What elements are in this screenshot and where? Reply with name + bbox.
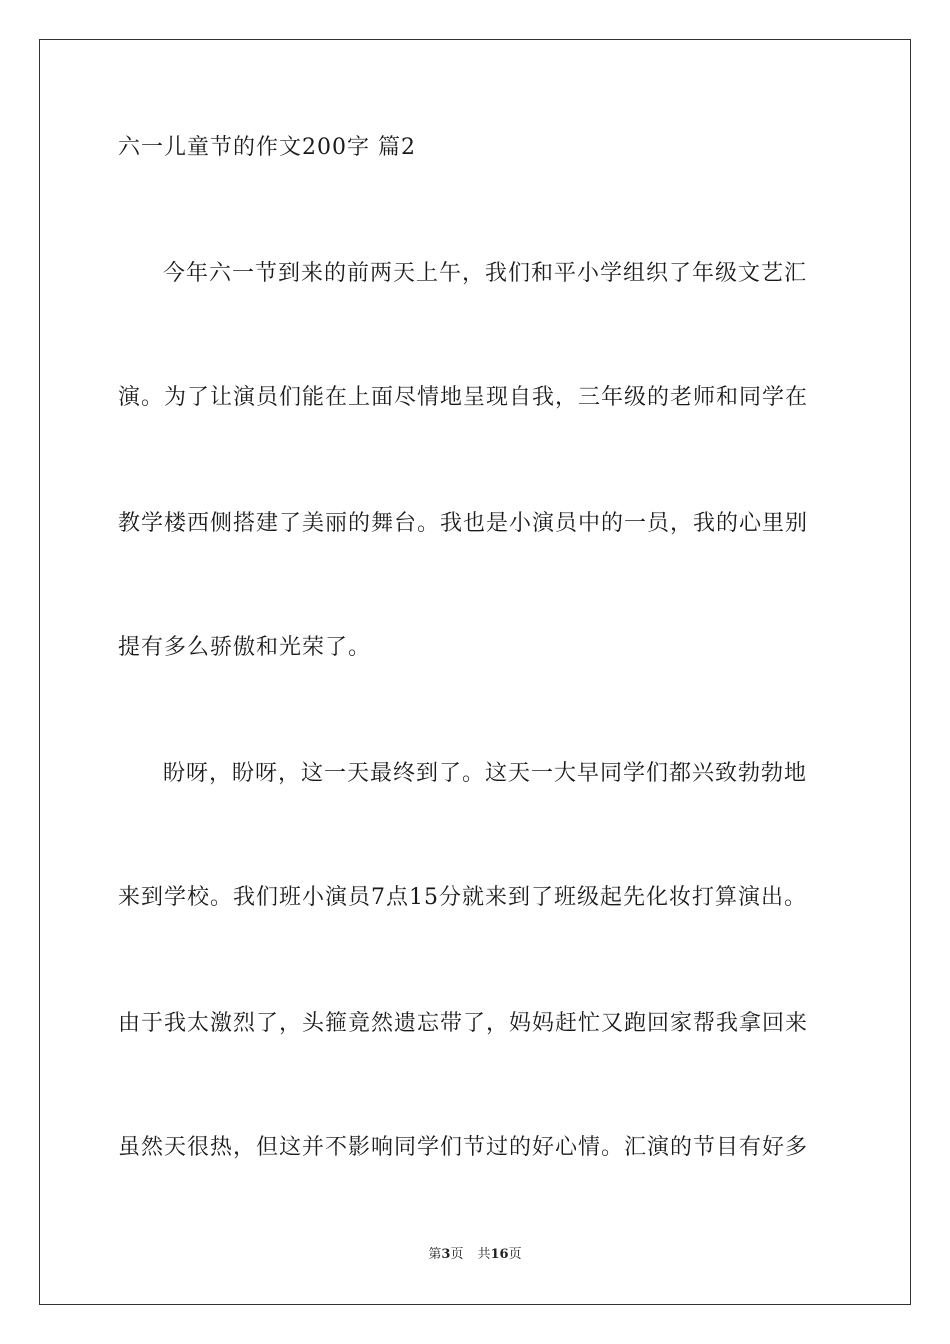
paragraph-line: 演。为了让演员们能在上面尽情地呈现自我，三年级的老师和同学在 bbox=[118, 385, 809, 410]
paragraph-line: 教学楼西侧搭建了美丽的舞台。我也是小演员中的一员，我的心里别 bbox=[118, 511, 809, 536]
total-suffix: 页 bbox=[508, 1247, 522, 1262]
total-prefix: 共 bbox=[477, 1247, 491, 1262]
paragraph-line: 盼呀，盼呀，这一天最终到了。这天一大早同学们都兴致勃勃地 bbox=[163, 761, 808, 786]
page-border bbox=[39, 39, 911, 1305]
paragraph-line: 提有多么骄傲和光荣了。 bbox=[118, 635, 372, 660]
total-pages: 16 bbox=[490, 1247, 509, 1262]
page-footer bbox=[0, 1246, 950, 1264]
page-suffix: 页 bbox=[450, 1247, 464, 1262]
document-title: 六一儿童节的作文200字 篇2 bbox=[118, 135, 416, 160]
page-prefix: 第 bbox=[428, 1247, 442, 1262]
paragraph-line: 来到学校。我们班小演员7点15分就来到了班级起先化妆打算演出。 bbox=[118, 885, 807, 910]
paragraph-line: 今年六一节到来的前两天上午，我们和平小学组织了年级文艺汇 bbox=[163, 261, 808, 286]
paragraph-line: 虽然天很热，但这并不影响同学们节过的好心情。汇演的节目有好多 bbox=[118, 1135, 809, 1160]
paragraph-line: 由于我太激烈了，头箍竟然遗忘带了，妈妈赶忙又跑回家帮我拿回来 bbox=[118, 1011, 809, 1036]
page-number: 3 bbox=[441, 1247, 451, 1262]
